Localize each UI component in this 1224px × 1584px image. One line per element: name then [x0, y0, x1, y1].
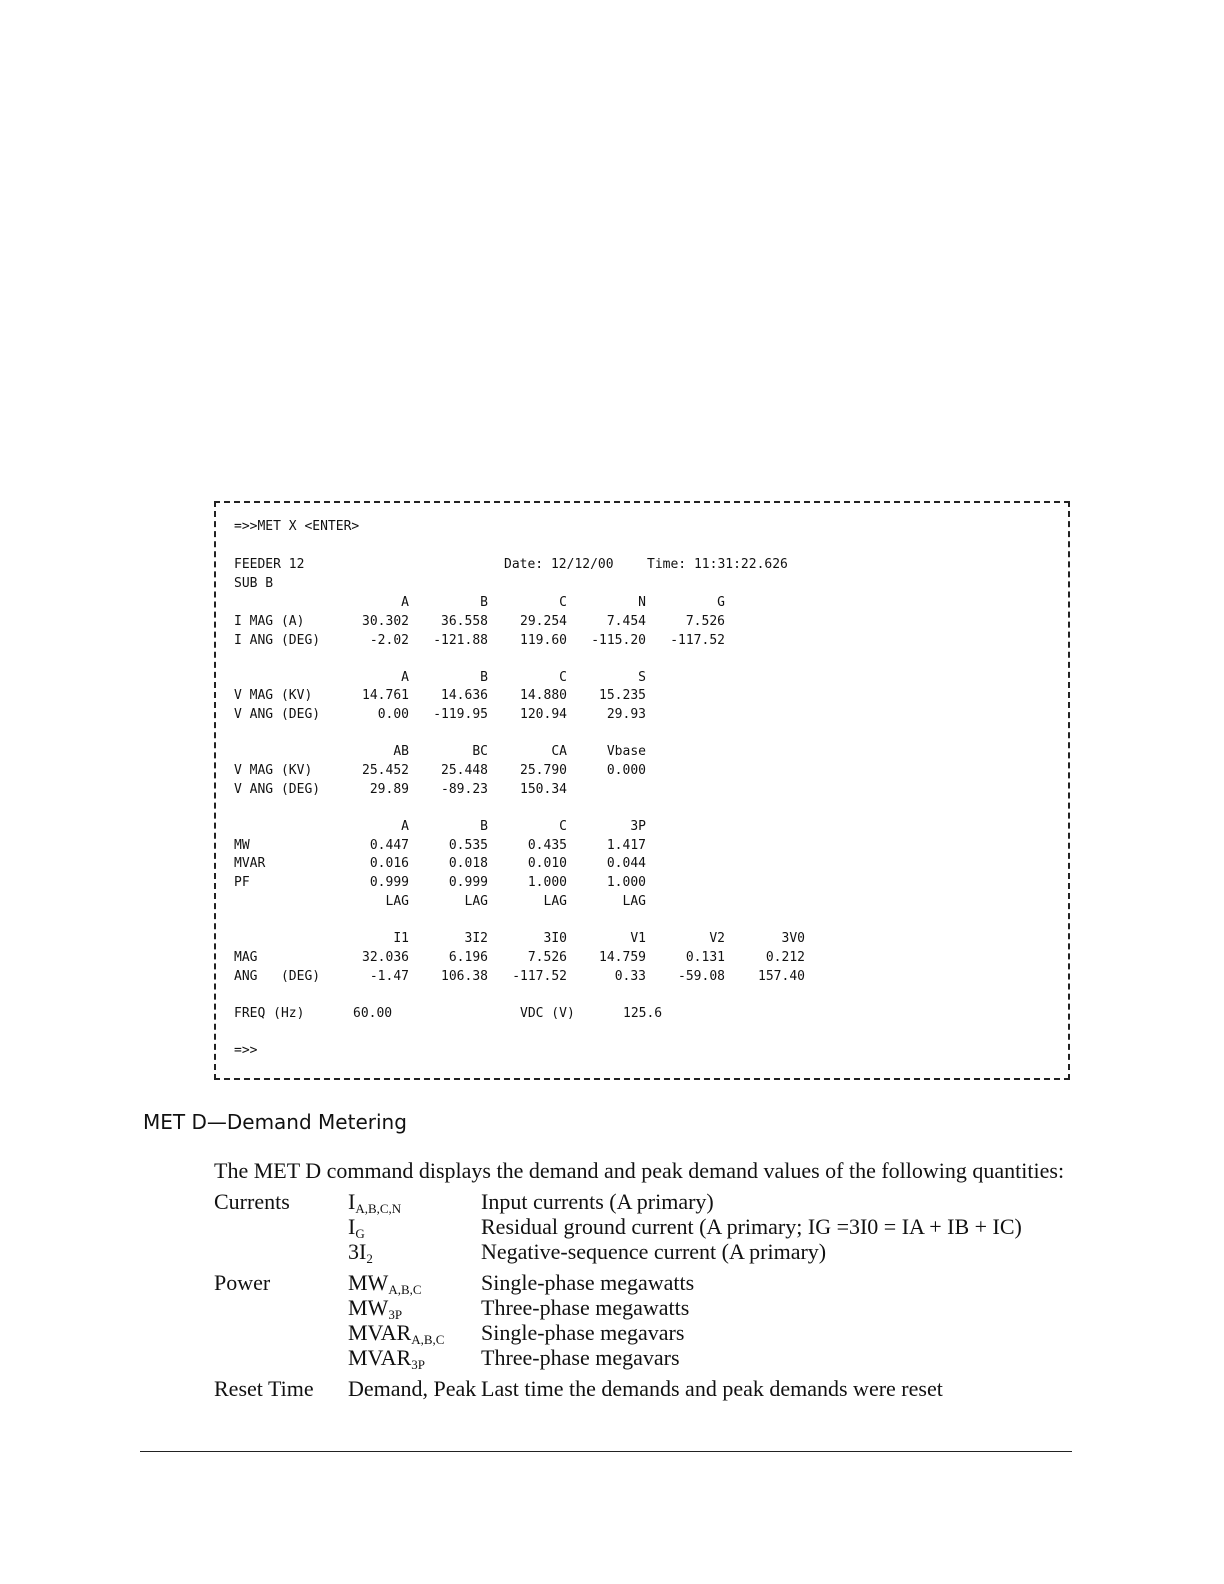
meter-row-label: MVAR — [234, 856, 266, 871]
meter-cell: 14.636 — [441, 688, 488, 703]
meter-cell: -59.08 — [678, 969, 725, 984]
meter-row-label: V MAG (KV) — [234, 763, 313, 778]
meter-cell: 3I0 — [543, 931, 567, 946]
quantity-symbol — [348, 1215, 365, 1239]
meter-cell: -89.23 — [441, 782, 488, 797]
meter-cell: 0.010 — [527, 856, 567, 871]
quantity-symbol — [348, 1240, 373, 1264]
meter-cell: N — [638, 595, 646, 610]
quantity-symbol-subscript: A,B,C — [411, 1332, 445, 1347]
terminal-feeder: FEEDER 12 — [234, 557, 305, 572]
meter-cell: 0.00 — [377, 707, 409, 722]
meter-cell: 150.34 — [520, 782, 567, 797]
terminal-prompt: =>> — [234, 1043, 258, 1058]
meter-cell: AB — [393, 744, 409, 759]
quantity-symbol-base: Demand, Peak — [348, 1376, 477, 1401]
meter-cell: A — [401, 595, 409, 610]
quantity-symbol — [348, 1190, 401, 1214]
meter-cell: 25.448 — [441, 763, 488, 778]
meter-cell: V1 — [630, 931, 646, 946]
quantity-symbol — [348, 1346, 425, 1370]
meter-cell: -115.20 — [591, 633, 646, 648]
freq-value: 60.00 — [353, 1006, 393, 1021]
meter-cell: A — [401, 819, 409, 834]
meter-cell: LAG — [385, 894, 409, 909]
meter-cell: 29.93 — [606, 707, 646, 722]
meter-cell: 119.60 — [520, 633, 567, 648]
meter-cell: BC — [472, 744, 488, 759]
quantity-symbol-subscript: 3P — [411, 1357, 425, 1372]
quantity-description: Three-phase megavars — [481, 1345, 680, 1370]
meter-cell: 0.33 — [614, 969, 646, 984]
meter-cell: 3I2 — [464, 931, 488, 946]
meter-cell: 1.000 — [527, 875, 567, 890]
quantity-symbol-base: MVAR — [348, 1320, 412, 1345]
meter-row-label: PF — [234, 875, 250, 890]
meter-row-label: V ANG (DEG) — [234, 707, 321, 722]
quantity-symbol-base: MVAR — [348, 1345, 412, 1370]
meter-cell: 0.435 — [527, 838, 567, 853]
quantity-symbol-base: MW — [348, 1270, 389, 1295]
meter-cell: 1.000 — [606, 875, 646, 890]
meter-cell: 6.196 — [448, 950, 488, 965]
meter-cell: 0.447 — [369, 838, 409, 853]
meter-row-label: I ANG (DEG) — [234, 633, 321, 648]
meter-cell: 1.417 — [606, 838, 646, 853]
meter-cell: 32.036 — [362, 950, 409, 965]
meter-cell: V2 — [709, 931, 725, 946]
meter-cell: 106.38 — [441, 969, 488, 984]
meter-cell: 25.790 — [520, 763, 567, 778]
quantity-symbol-base: I — [348, 1214, 356, 1239]
section-intro: The MET D command displays the demand and peak demand values of the following quantities: — [214, 1158, 1065, 1183]
freq-label: FREQ (Hz) — [234, 1006, 305, 1021]
quantity-category: Power — [214, 1270, 271, 1295]
meter-cell: 14.761 — [362, 688, 409, 703]
terminal-date: Date: 12/12/00 — [504, 557, 614, 572]
quantity-description: Last time the demands and peak demands were reset — [481, 1376, 943, 1401]
meter-row-label: MAG — [234, 950, 258, 965]
terminal-command: =>>MET X <ENTER> — [234, 519, 360, 534]
meter-cell: B — [480, 595, 488, 610]
terminal-sub: SUB B — [234, 576, 274, 591]
meter-cell: 0.044 — [606, 856, 646, 871]
meter-row-label: ANG (DEG) — [234, 969, 321, 984]
quantity-symbol-subscript: 2 — [366, 1251, 373, 1266]
meter-cell: G — [717, 595, 725, 610]
meter-cell: 0.999 — [369, 875, 409, 890]
meter-cell: -119.95 — [433, 707, 488, 722]
quantity-symbol — [348, 1296, 402, 1320]
meter-cell: 7.526 — [685, 614, 725, 629]
quantity-description: Three-phase megawatts — [481, 1295, 690, 1320]
meter-cell: 25.452 — [362, 763, 409, 778]
meter-cell: B — [480, 670, 488, 685]
terminal-time: Time: 11:31:22.626 — [647, 557, 788, 572]
meter-row-label: I MAG (A) — [234, 614, 305, 629]
meter-cell: 120.94 — [520, 707, 567, 722]
quantity-symbol — [348, 1377, 476, 1401]
meter-cell: CA — [551, 744, 567, 759]
meter-cell: 29.254 — [520, 614, 567, 629]
meter-cell: A — [401, 670, 409, 685]
meter-cell: -121.88 — [433, 633, 488, 648]
quantity-symbol-subscript: A,B,C,N — [355, 1201, 402, 1216]
meter-cell: C — [559, 595, 567, 610]
meter-cell: I1 — [393, 931, 409, 946]
meter-cell: 0.018 — [448, 856, 488, 871]
meter-cell: 0.999 — [448, 875, 488, 890]
meter-cell: 157.40 — [758, 969, 805, 984]
meter-cell: 0.000 — [606, 763, 646, 778]
meter-cell: 7.454 — [606, 614, 646, 629]
quantity-category: Reset Time — [214, 1376, 314, 1401]
quantity-symbol-base: MW — [348, 1295, 389, 1320]
meter-cell: 14.880 — [520, 688, 567, 703]
quantity-description: Single-phase megavars — [481, 1320, 685, 1345]
meter-cell: C — [559, 670, 567, 685]
vdc-value: 125.6 — [623, 1006, 663, 1021]
quantity-symbol-subscript: G — [355, 1226, 365, 1241]
meter-cell: S — [638, 670, 646, 685]
meter-row-label: V MAG (KV) — [234, 688, 313, 703]
meter-row-label: V ANG (DEG) — [234, 782, 321, 797]
quantity-description: Negative-sequence current (A primary) — [481, 1239, 827, 1264]
quantity-symbol-subscript: A,B,C — [388, 1282, 422, 1297]
vdc-label: VDC (V) — [520, 1006, 575, 1021]
quantity-symbol — [348, 1271, 422, 1295]
meter-cell: LAG — [622, 894, 646, 909]
quantity-symbol-base: I — [348, 1189, 356, 1214]
meter-cell: Vbase — [606, 744, 646, 759]
meter-cell: -2.02 — [369, 633, 409, 648]
meter-cell: B — [480, 819, 488, 834]
meter-cell: 3V0 — [781, 931, 805, 946]
meter-cell: C — [559, 819, 567, 834]
quantity-description: Single-phase megawatts — [481, 1270, 695, 1295]
meter-cell: -1.47 — [369, 969, 409, 984]
meter-cell: 36.558 — [441, 614, 488, 629]
quantity-description: Residual ground current (A primary; IG =3I0 = IA + IB + IC) — [481, 1214, 1022, 1239]
quantity-symbol-base: 3I — [348, 1239, 367, 1264]
meter-cell: 30.302 — [362, 614, 409, 629]
quantity-description: Input currents (A primary) — [481, 1189, 714, 1214]
meter-cell: -117.52 — [512, 969, 567, 984]
meter-cell: 3P — [630, 819, 646, 834]
meter-cell: 0.212 — [765, 950, 805, 965]
quantity-category: Currents — [214, 1189, 290, 1214]
footer-rule — [140, 1451, 1072, 1452]
meter-cell: LAG — [543, 894, 567, 909]
meter-cell: 0.016 — [369, 856, 409, 871]
meter-cell: 0.535 — [448, 838, 488, 853]
quantity-symbol-subscript: 3P — [388, 1307, 403, 1322]
meter-cell: 7.526 — [527, 950, 567, 965]
meter-cell: 0.131 — [685, 950, 725, 965]
section-heading: MET D—Demand Metering — [143, 1110, 407, 1134]
quantity-symbol — [348, 1321, 444, 1345]
meter-cell: 14.759 — [599, 950, 646, 965]
meter-row-label: MW — [234, 838, 250, 853]
meter-cell: 29.89 — [369, 782, 409, 797]
meter-cell: LAG — [464, 894, 488, 909]
meter-cell: 15.235 — [599, 688, 646, 703]
meter-cell: -117.52 — [670, 633, 725, 648]
